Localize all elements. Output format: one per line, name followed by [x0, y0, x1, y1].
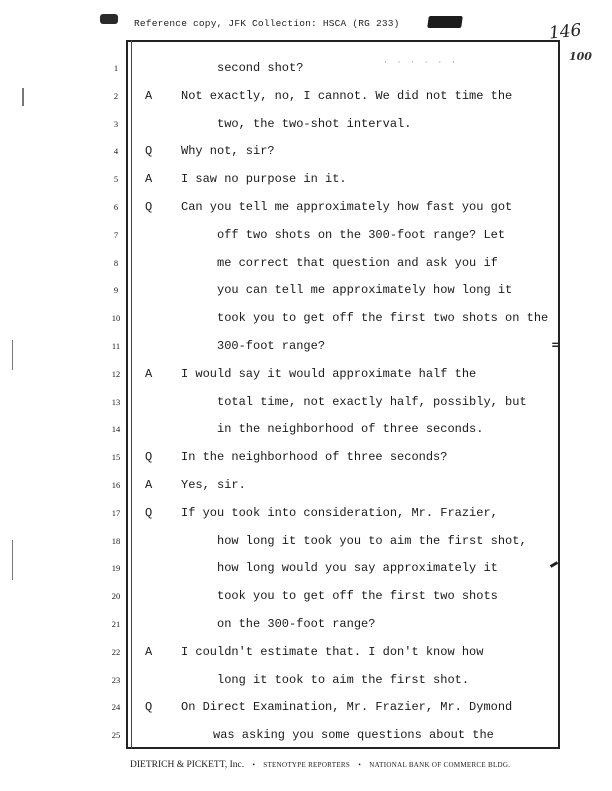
footer-separator: • [252, 761, 255, 769]
speaker-label: Q [145, 144, 153, 159]
line-text: took you to get off the first two shots on the [217, 311, 549, 326]
transcript-line [0, 228, 612, 248]
speaker-label: Q [145, 450, 153, 465]
line-text: in the neighborhood of three seconds. [217, 422, 484, 437]
line-text: I would say it would approximate half the [181, 366, 477, 381]
speaker-label: Q [145, 505, 153, 520]
line-number: 14 [111, 424, 121, 435]
redaction-smudge [427, 16, 463, 28]
line-text: you can tell me approximately how long it [217, 283, 513, 298]
line-text: I saw no purpose in it. [181, 172, 347, 187]
collection-header: Reference copy, JFK Collection: HSCA (RG 233) [134, 18, 400, 29]
transcript-line [0, 311, 612, 331]
line-text: off two shots on the 300-foot range? Let [217, 227, 506, 242]
line-text: If you took into consideration, Mr. Frazier, [181, 505, 498, 520]
transcript-line [0, 283, 612, 303]
transcript-line [0, 172, 612, 192]
line-text: how long would you say approximately it [217, 561, 498, 576]
line-number: 4 [113, 146, 119, 157]
line-number: 11 [111, 341, 121, 351]
line-number: 25 [111, 730, 121, 741]
transcript-line [0, 589, 612, 609]
transcript-line [0, 645, 612, 665]
transcript-line [0, 450, 612, 470]
line-text: 300-foot range? [217, 339, 326, 353]
line-number: 20 [111, 591, 121, 602]
reporter-address: NATIONAL BANK OF COMMERCE BLDG. [369, 761, 511, 769]
transcript-line [0, 700, 612, 720]
struck-page-number: 100 [569, 50, 592, 63]
line-text: took you to get off the first two shots [217, 589, 498, 604]
line-number: 18 [111, 535, 121, 546]
transcript-line [0, 561, 612, 581]
handwritten-page-number: 146 [548, 20, 583, 44]
line-text: Can you tell me approximately how fast you got [181, 200, 513, 214]
line-number: 22 [111, 646, 121, 657]
transcript-line [0, 506, 612, 526]
line-number: 10 [111, 313, 121, 324]
transcript-line [0, 422, 612, 442]
line-text: me correct that question and ask you if [217, 255, 498, 270]
transcript-line [0, 61, 612, 81]
line-number: 5 [113, 174, 119, 185]
speaker-label: A [145, 88, 153, 103]
line-text: on the 300-foot range? [217, 617, 376, 631]
line-text: I couldn't estimate that. I don't know how [181, 644, 484, 659]
line-number: 19 [111, 563, 121, 574]
line-number: 6 [113, 202, 119, 212]
line-text: long it took to aim the first shot. [217, 672, 470, 687]
transcript-line [0, 367, 612, 387]
speaker-label: A [145, 478, 153, 492]
line-number: 7 [113, 229, 119, 240]
speaker-label: Q [145, 700, 153, 715]
line-number: 21 [111, 619, 121, 629]
scan-speckle: · · · · · · [383, 58, 458, 67]
reporter-firm: DIETRICH & PICKETT, Inc. [130, 760, 245, 770]
transcript-line [0, 89, 612, 109]
line-text: On Direct Examination, Mr. Frazier, Mr. Dymond [181, 700, 513, 715]
line-text: two, the two-shot interval. [217, 116, 412, 131]
line-text: In the neighborhood of three seconds? [181, 450, 448, 465]
transcript-line [0, 395, 612, 415]
transcript-line [0, 144, 612, 164]
reporter-service: STENOTYPE REPORTERS [263, 761, 351, 769]
line-text: how long it took you to aim the first shot, [217, 533, 527, 548]
line-number: 8 [113, 257, 119, 268]
speaker-label: A [145, 172, 153, 187]
line-number: 3 [113, 118, 119, 129]
speaker-label: A [145, 366, 153, 381]
line-number: 12 [111, 368, 121, 379]
line-text: total time, not exactly half, possibly, but [217, 394, 527, 409]
line-number: 1 [113, 63, 119, 73]
transcript-line [0, 478, 612, 498]
transcript-line [0, 339, 612, 359]
line-number: 2 [113, 90, 119, 101]
line-text: Why not, sir? [181, 144, 275, 159]
corner-smudge [100, 14, 118, 24]
line-text: Yes, sir. [181, 478, 246, 492]
line-number: 23 [111, 674, 121, 685]
line-number: 9 [113, 285, 119, 296]
transcript-line [0, 673, 612, 693]
transcript-line [0, 617, 612, 637]
transcript-line [0, 728, 612, 748]
line-number: 13 [111, 396, 121, 407]
line-text: Not exactly, no, I cannot. We did not time the [181, 88, 513, 103]
line-number: 17 [111, 507, 121, 518]
line-text: second shot? [217, 61, 304, 75]
footer-separator: • [358, 761, 361, 769]
line-number: 15 [111, 452, 121, 463]
line-text: was asking you some questions about the [213, 728, 494, 743]
speaker-label: A [145, 644, 153, 659]
line-number: 16 [111, 480, 121, 490]
speaker-label: Q [145, 200, 153, 214]
transcript-line [0, 117, 612, 137]
transcript-line [0, 200, 612, 220]
transcript-line [0, 256, 612, 276]
transcript-line [0, 534, 612, 554]
line-number: 24 [111, 702, 121, 713]
margin-tick-marks: = [551, 338, 562, 352]
reporter-footer [130, 760, 510, 770]
